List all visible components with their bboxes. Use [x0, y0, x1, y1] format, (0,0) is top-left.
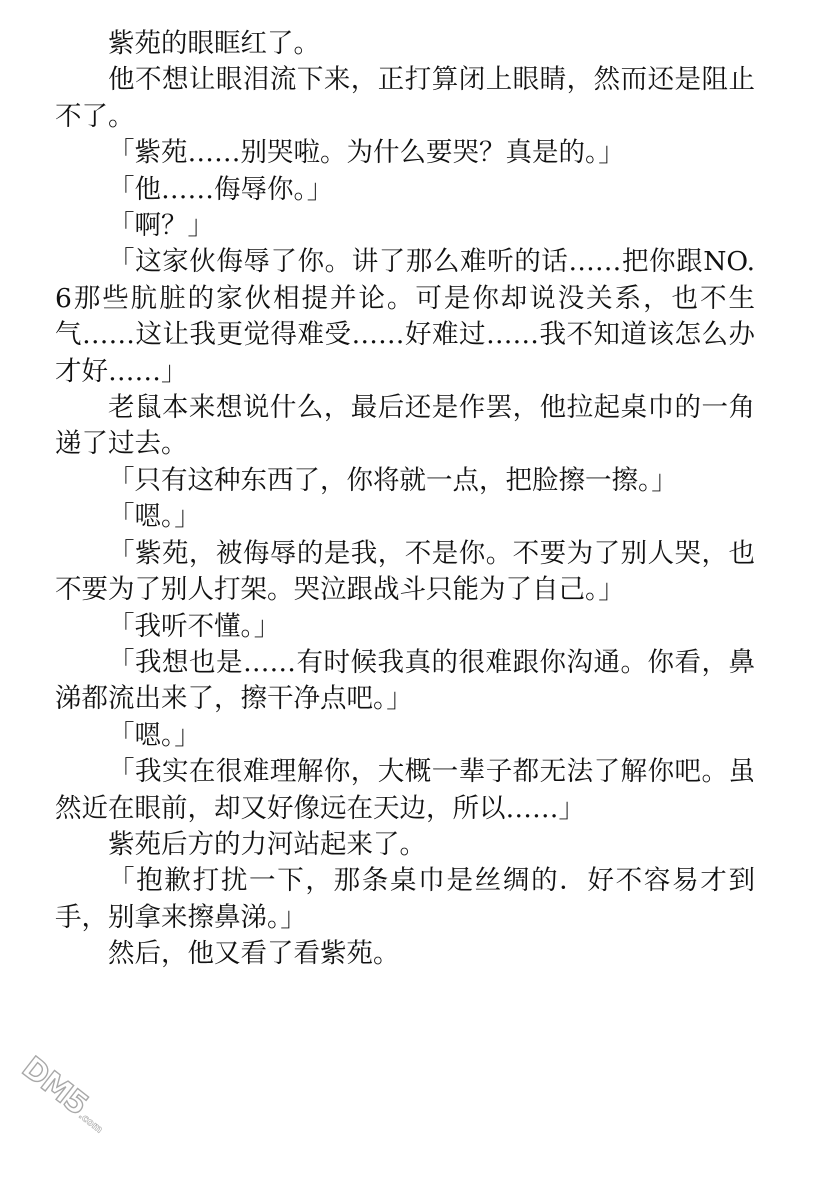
paragraph: 「我想也是……有时候我真的很难跟你沟通。你看，鼻涕都流出来了，擦干净点吧。」: [55, 646, 755, 715]
paragraph: 「紫苑，被侮辱的是我，不是你。不要为了别人哭，也不要为了别人打架。哭泣跟战斗只能为了自己。」: [55, 537, 755, 606]
paragraph: 「我实在很难理解你，大概一辈子都无法了解你吧。虽然近在眼前，却又好像远在天边，所以……」: [55, 756, 755, 824]
paragraph: 然后，他又看了看紫苑。: [108, 938, 400, 970]
paragraph: 「只有这种东西了，你将就一点，把脸擦一擦。」: [108, 464, 678, 496]
paragraph: 紫苑的眼眶红了。: [108, 28, 320, 59]
novel-page: [55, 26, 755, 973]
paragraph: 「他……侮辱你。」: [108, 173, 334, 205]
paragraph: 「嗯。」: [108, 719, 201, 751]
paragraph: 「啊？」: [108, 210, 214, 242]
watermark-domain: .com: [76, 1110, 105, 1136]
watermark-logo: [0, 1050, 106, 1183]
paragraph: 紫苑后方的力河站起来了。: [108, 828, 426, 860]
paragraph: 「嗯。」: [108, 501, 201, 533]
paragraph: 「这家伙侮辱了你。讲了那么难听的话……把你跟NO.6那些肮脏的家伙相提并论。可是你却说没关系，也不生气……这让我更觉得难受……好难过……我不知道该怎么办才好……」: [55, 246, 755, 387]
paragraph: 老鼠本来想说什么，最后还是作罢，他拉起桌巾的一角递了过去。: [55, 392, 755, 460]
watermark-text: DM5: [15, 1050, 94, 1123]
paragraph: 「我听不懂。」: [108, 610, 281, 642]
paragraph: 「紫苑……别哭啦。为什么要哭？真是的。」: [108, 137, 625, 169]
paragraph: 「抱歉打扰一下，那条桌巾是丝绸的．好不容易才到手，别拿来擦鼻涕。」: [55, 865, 755, 933]
paragraph: 他不想让眼泪流下来，正打算闭上眼睛，然而还是阻止不了。: [55, 64, 755, 132]
